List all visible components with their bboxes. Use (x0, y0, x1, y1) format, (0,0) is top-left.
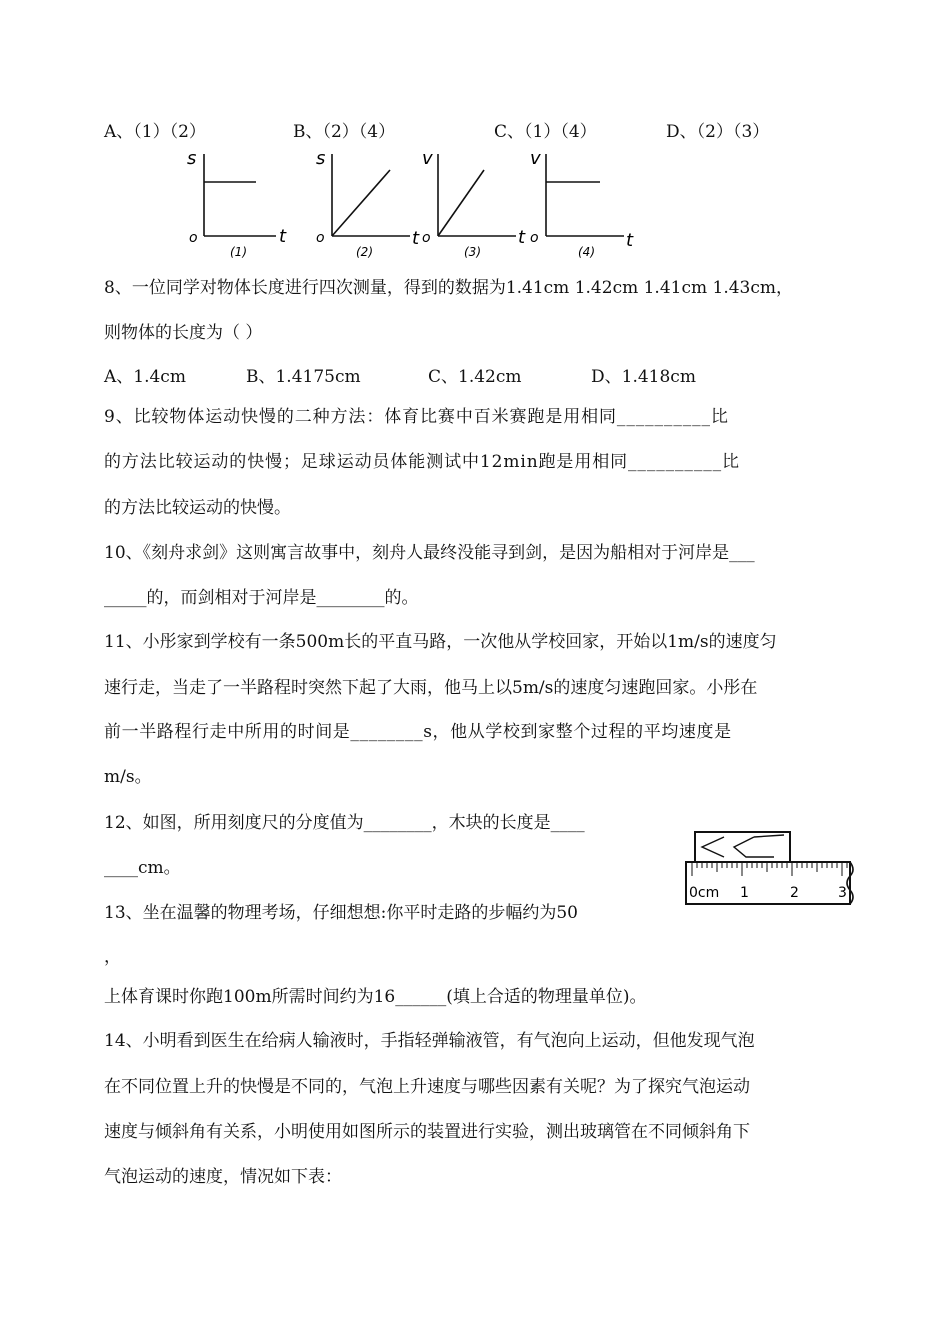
graph-3 (420, 148, 535, 258)
q7-option-d: D、（2）（3） (666, 122, 770, 142)
graph-3-line (438, 170, 484, 236)
q13-line-2: ， (104, 947, 121, 967)
q8-line-1: 8、一位同学对物体长度进行四次测量，得到的数据为1.41cm 1.42cm 1.41cm 1.43cm， (104, 278, 793, 298)
graph-1-xlabel: t (279, 226, 287, 247)
q12-line-2: ____cm。 (104, 858, 181, 878)
ruler-figure (684, 829, 859, 915)
q8-option-d: D、1.418cm (591, 367, 696, 387)
graph-2-ylabel: s (316, 148, 326, 169)
ruler-label-3: 3 (838, 885, 847, 901)
graph-4-ylabel: v (530, 148, 541, 169)
q13-line-3: 上体育课时你跑100m所需时间约为16______(填上合适的物理量单位)。 (104, 987, 647, 1007)
q9-line-1: 9、比较物体运动快慢的二种方法：体育比赛中百米赛跑是用相同__________比 (104, 407, 729, 427)
q14-line-4: 气泡运动的速度，情况如下表： (104, 1167, 342, 1187)
graph-4 (528, 148, 643, 258)
q13-line-1: 13、坐在温馨的物理考场，仔细想想:你平时走路的步幅约为50 (104, 903, 578, 923)
q14-line-3: 速度与倾斜角有关系，小明使用如图所示的装置进行实验，测出玻璃管在不同倾斜角下 (104, 1122, 750, 1142)
graph-4-xlabel: t (626, 230, 634, 251)
q10-line-2: _____的，而剑相对于河岸是________的。 (104, 588, 419, 608)
graph-3-caption: (3) (464, 245, 481, 258)
graph-2-line (332, 170, 390, 236)
q8-option-a: A、1.4cm (104, 367, 186, 387)
graph-1-caption: (1) (230, 245, 247, 258)
ruler-label-2: 2 (790, 885, 799, 901)
graph-1 (184, 148, 294, 258)
q11-line-4: m/s。 (104, 767, 152, 787)
q8-option-c: C、1.42cm (428, 367, 522, 387)
q7-option-a: A、（1）（2） (104, 122, 206, 142)
graph-1-origin: o (189, 230, 198, 246)
wood-block (695, 832, 790, 862)
graph-2-xlabel: t (412, 228, 420, 249)
graph-1-ylabel: s (187, 148, 197, 169)
q11-line-2: 速行走，当走了一半路程时突然下起了大雨，他马上以5m/s的速度匀速跑回家。小彤在 (104, 678, 758, 698)
q10-line-1: 10、《刻舟求剑》这则寓言故事中，刻舟人最终没能寻到剑，是因为船相对于河岸是___ (104, 543, 755, 563)
q11-line-1: 11、小彤家到学校有一条500m长的平直马路，一次他从学校回家，开始以1m/s的速度匀 (104, 632, 777, 652)
q7-option-c: C、（1）（4） (494, 122, 597, 142)
q9-line-3: 的方法比较运动的快慢。 (104, 498, 291, 518)
q9-line-2: 的方法比较运动的快慢；足球运动员体能测试中12min跑是用相同__________比 (104, 452, 740, 472)
graph-2 (312, 148, 422, 258)
q14-line-1: 14、小明看到医生在给病人输液时，手指轻弹输液管，有气泡向上运动，但他发现气泡 (104, 1031, 755, 1051)
q8-line-2: 则物体的长度为（ ） (104, 323, 263, 343)
graph-2-origin: o (316, 230, 325, 246)
q11-line-3: 前一半路程行走中所用的时间是________s，他从学校到家整个过程的平均速度是 (104, 722, 732, 742)
graph-3-ylabel: v (422, 148, 433, 169)
q8-option-b: B、1.4175cm (246, 367, 361, 387)
graph-3-xlabel: t (518, 227, 526, 248)
graph-3-origin: o (422, 230, 431, 246)
graph-2-caption: (2) (356, 245, 373, 258)
q14-line-2: 在不同位置上升的快慢是不同的，气泡上升速度与哪些因素有关呢？为了探究气泡运动 (104, 1077, 750, 1097)
q12-line-1: 12、如图，所用刻度尺的分度值为________，木块的长度是____ (104, 813, 585, 833)
graph-4-caption: (4) (578, 245, 595, 258)
graph-4-origin: o (530, 230, 539, 246)
q7-option-b: B、（2）（4） (293, 122, 396, 142)
ruler-label-0: 0cm (689, 885, 720, 901)
ruler-label-1: 1 (740, 885, 749, 901)
